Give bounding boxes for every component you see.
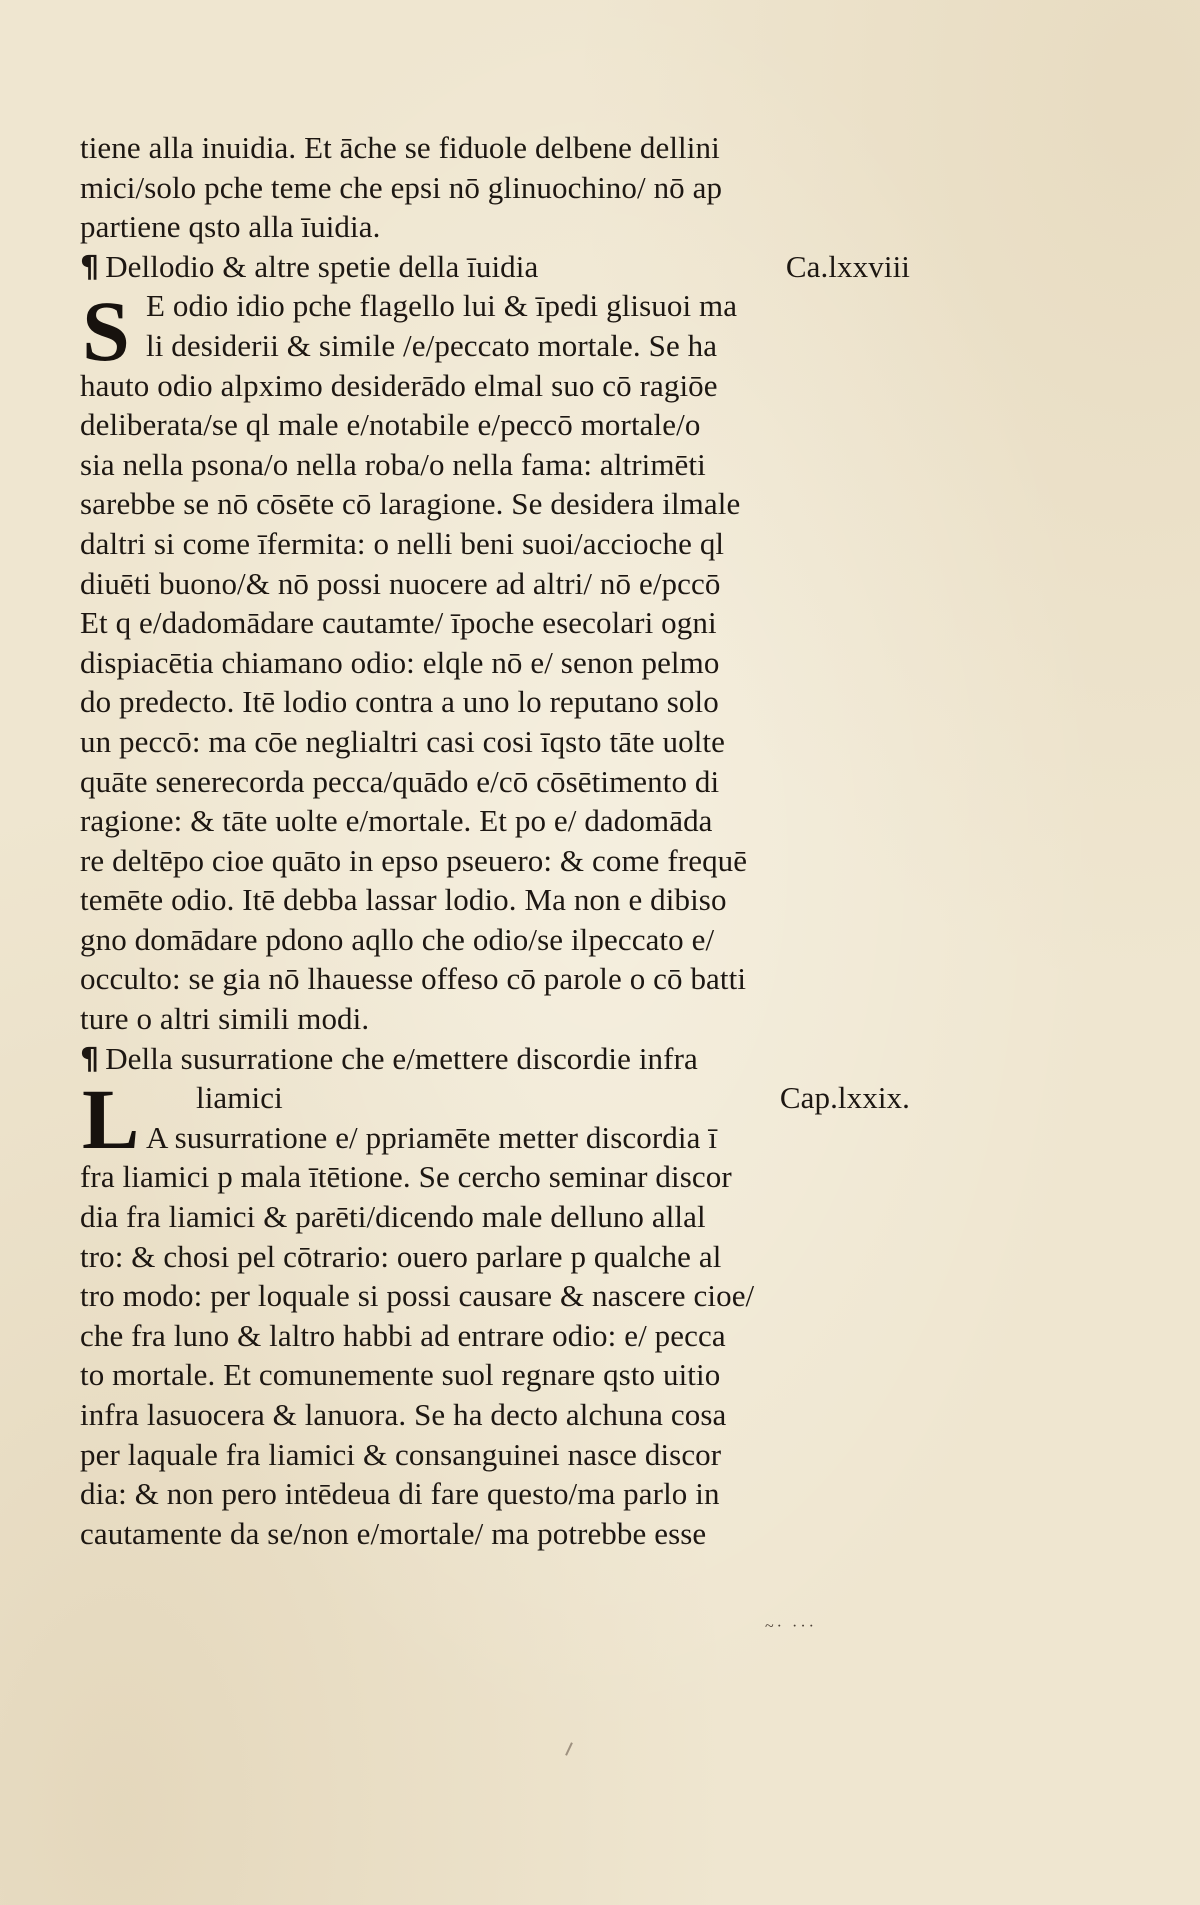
text-line: dia fra liamici & parēti/dicendo male delluno allal (80, 1199, 706, 1235)
text-line: sarebbe se nō cōsēte cō laragione. Se desidera ilmale (80, 486, 741, 522)
drop-cap-block (80, 283, 910, 380)
text-line: per laquale fra liamici & consanguinei nasce discor (80, 1436, 722, 1472)
text-line: dia: & non pero intēdeua di fare questo/ma parlo in (80, 1476, 720, 1512)
pilcrow-icon: ¶ (80, 249, 100, 285)
text-line: occulto: se gia nō lhauesse offeso cō parole o cō batti (80, 961, 747, 997)
text-line: sia nella psona/o nella roba/o nella fama: altrimēti (80, 446, 706, 482)
text-line: che fra luno & laltro habbi ad entrare odio: e/ pecca (80, 1317, 726, 1353)
chapter-heading (80, 247, 910, 287)
text-line: fra liamici p mala ītētione. Se cercho seminar discor (80, 1159, 732, 1195)
text-line: cautamente da se/non e/mortale/ ma potrebbe esse (80, 1515, 707, 1551)
text-line: tro: & chosi pel cōtrario: ouero parlare p qualche al (80, 1238, 722, 1274)
text-line: diuēti buono/& nō possi nuocere ad altri/ nō e/pccō (80, 565, 721, 601)
chapter-title-cont: liamici (196, 1080, 283, 1116)
text-block (80, 128, 910, 1553)
chapter-number: Cap.lxxix. (779, 1080, 910, 1116)
text-line: gno domādare pdono aqllo che odio/se ilpeccato e/ (80, 921, 715, 957)
text-line: Et q e/dadomādare cautamte/ īpoche esecolari ogni (80, 605, 717, 641)
text-line: ragione: & tāte uolte e/mortale. Et po e/ dadomāda (80, 803, 713, 839)
text-line: li desiderii & simile /e/peccato mortale. Se ha (146, 327, 718, 363)
chapter-title (80, 247, 538, 287)
text-line: do predecto. Itē lodio contra a uno lo reputano solo (80, 684, 719, 720)
chapter-number: Ca.lxxviii (785, 248, 910, 284)
folio-marks: ~· ··· (765, 1618, 817, 1635)
chapter-title-text: Dellodio & altre spetie della īuidia (105, 248, 539, 284)
text-line: daltri si come īfermita: o nelli beni suoi/accioche ql (80, 525, 725, 561)
drop-cap-initial: L (82, 1071, 140, 1168)
text-line: ture o altri simili modi. (80, 1001, 370, 1037)
chapter-heading (80, 1039, 910, 1079)
text-line: E odio idio pche flagello lui & īpedi glisuoi ma (146, 288, 738, 324)
text-line: partiene qsto alla īuidia. (80, 209, 381, 245)
chapter-title-text: Della susurratione che e/mettere discordie infra (105, 1040, 698, 1076)
text-line: re deltēpo cioe quāto in epso pseuero: & come frequē (80, 842, 748, 878)
ink-mark (565, 1742, 573, 1756)
text-line: temēte odio. Itē debba lassar lodio. Ma non e dibiso (80, 882, 727, 918)
text-line: quāte senerecorda pecca/quādo e/cō cōsētimento di (80, 763, 720, 799)
text-line: A susurratione e/ ppriamēte metter discordia ī (146, 1119, 718, 1155)
text-line: mici/solo pche teme che epsi nō glinuochino/ nō ap (80, 169, 723, 205)
text-line: hauto odio alpximo desiderādo elmal suo cō ragiōe (80, 367, 718, 403)
text-line: tiene alla inuidia. Et āche se fiduole delbene dellini (80, 130, 720, 165)
chapter-heading-continued (80, 1078, 910, 1118)
drop-cap-initial: S (82, 283, 130, 380)
text-line: infra lasuocera & lanuora. Se ha decto alchuna cosa (80, 1397, 727, 1432)
text-line: to mortale. Et comunemente suol regnare qsto uitio (80, 1357, 721, 1393)
pilcrow-icon: ¶ (80, 1041, 100, 1077)
drop-cap-block (80, 1071, 910, 1168)
text-line: un peccō: ma cōe neglialtri casi cosi īqsto tāte uolte (80, 723, 725, 759)
text-line: deliberata/se ql male e/notabile e/peccō mortale/o (80, 407, 701, 443)
text-line: dispiacētia chiamano odio: elqle nō e/ senon pelmo (80, 644, 720, 680)
text-line: tro modo: per loquale si possi causare & nascere cioe/ (80, 1278, 755, 1314)
